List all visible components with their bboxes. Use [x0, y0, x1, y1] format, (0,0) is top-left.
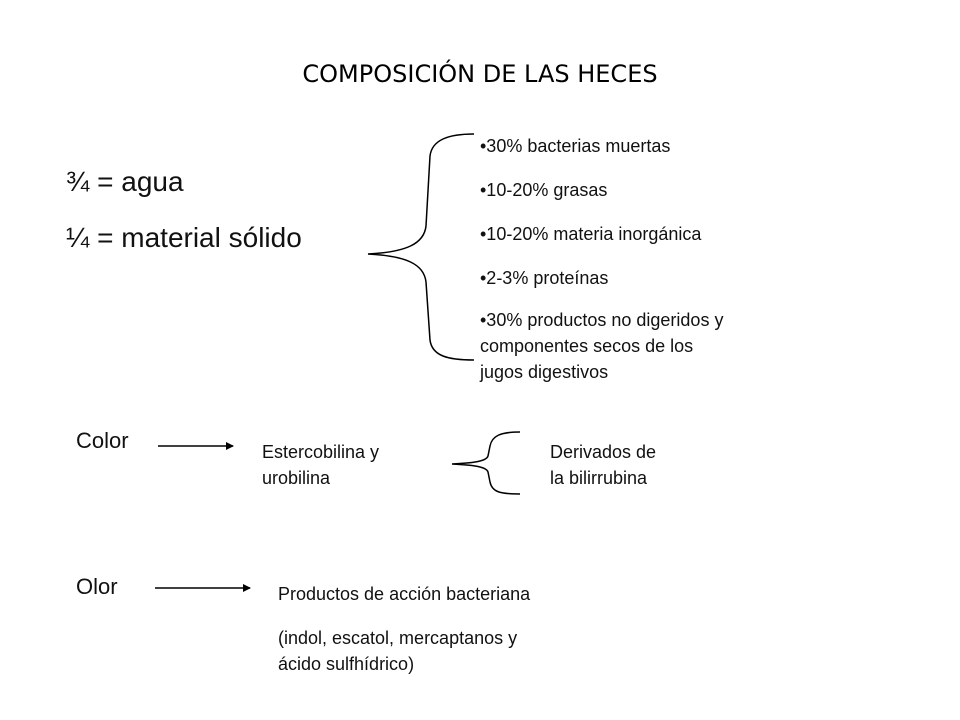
list-item-continuation: componentes secos de los — [480, 336, 694, 356]
color-source-line1: Estercobilina y — [262, 442, 380, 462]
color-derivation-brace — [452, 432, 520, 494]
list-item: •10-20% materia inorgánica — [480, 224, 702, 244]
color-derived-line1: Derivados de — [550, 442, 657, 462]
list-item: •30% bacterias muertas — [480, 136, 671, 156]
odor-line3: ácido sulfhídrico) — [278, 654, 415, 674]
list-item: •10-20% grasas — [480, 180, 608, 200]
color-label: Color — [76, 428, 129, 453]
water-fraction: ¾ = agua — [66, 166, 184, 197]
color-derived-line2: la bilirrubina — [550, 468, 648, 488]
list-item: •2-3% proteínas — [480, 268, 609, 288]
odor-label: Olor — [76, 574, 118, 599]
solid-components-brace — [368, 134, 474, 360]
page-title: COMPOSICIÓN DE LAS HECES — [302, 60, 658, 88]
odor-line2: (indol, escatol, mercaptanos y — [278, 628, 518, 648]
color-source-line2: urobilina — [262, 468, 331, 488]
list-item-continuation: jugos digestivos — [480, 362, 609, 382]
solid-fraction: ¼ = material sólido — [66, 222, 302, 253]
list-item: •30% productos no digeridos y — [480, 310, 724, 330]
odor-line1: Productos de acción bacteriana — [278, 584, 531, 604]
